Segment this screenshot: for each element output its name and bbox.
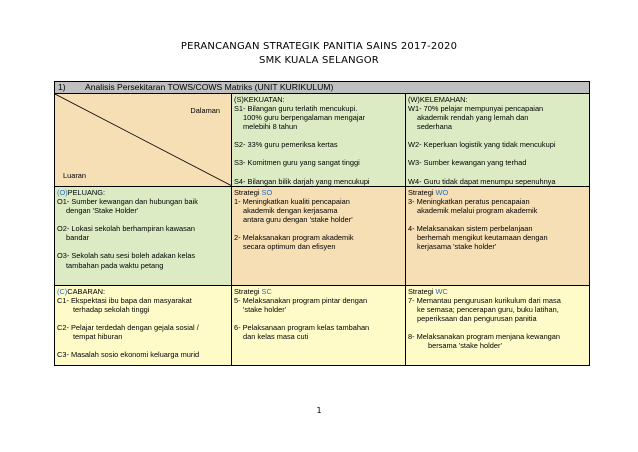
strategi-wo-code: WO (435, 188, 449, 197)
kekuatan-code: (S) (234, 95, 244, 104)
list-item: 5- Melaksanakan program pintar dengan (234, 296, 368, 306)
list-item: O1- Sumber kewangan dan hubungan baik (57, 197, 198, 207)
list-item: 8- Melaksanakan program menjana kewangan (408, 332, 561, 342)
list-item: W2- Keperluan logistik yang tidak mencukupi (408, 140, 556, 150)
row-internal (55, 94, 589, 187)
strategi-wc-cell (406, 286, 589, 365)
list-item: 6- Pelaksanaan program kelas tambahan (234, 323, 370, 333)
corner-cell (55, 94, 232, 186)
section-number: 1) (58, 82, 66, 92)
strategi-wc-code: WC (435, 287, 448, 296)
strategi-wc-prefix: Strategi (408, 287, 434, 296)
strategi-so-prefix: Strategi (234, 188, 260, 197)
list-item: dan kelas masa cuti (243, 332, 309, 342)
strategi-sc-cell (232, 286, 406, 365)
cabaran-label: CABARAN: (67, 287, 106, 296)
list-item: C2- Pelajar terdedah dengan gejala sosial / (57, 323, 199, 333)
list-item: dengan 'Stake Holder' (66, 206, 139, 216)
row-opportunities (55, 187, 589, 286)
kelemahan-code: (W) (408, 95, 420, 104)
kekuatan-cell (232, 94, 406, 186)
dalaman-label: Dalaman (190, 106, 220, 115)
list-item: tambahan pada waktu petang (66, 260, 164, 270)
list-item: C3- Masalah sosio ekonomi keluarga murid (57, 350, 200, 360)
list-item: akademik rendah yang lemah dan (417, 113, 529, 123)
school-name: SMK KUALA SELANGOR (259, 55, 379, 66)
kekuatan-label: KEKUATAN: (243, 95, 285, 104)
list-item: 3- Meningkatkan peratus pencapaian (408, 197, 530, 207)
peluang-label: PELUANG: (67, 188, 106, 197)
list-item: C1- Ekspektasi ibu bapa dan masyarakat (57, 296, 192, 306)
list-item: 4- Melaksanakan sistem perbelanjaan (408, 224, 533, 234)
list-item: 2- Melaksanakan program akademik (234, 233, 354, 243)
list-item: 7- Memantau pengurusan kurikulum dari masa (408, 296, 561, 306)
list-item: O3- Sekolah satu sesi boleh adakan kelas (57, 251, 196, 261)
list-item: S4- Bilangan bilik darjah yang mencukupi (234, 176, 370, 186)
strategi-wo-prefix: Strategi (408, 188, 434, 197)
strategi-sc-code: SC (261, 287, 272, 296)
luaran-label: Luaran (63, 171, 87, 180)
list-item: secara optimum dan efisyen (243, 242, 336, 252)
cabaran-code: (C) (57, 287, 68, 296)
kelemahan-label: KELEMAHAN: (419, 95, 468, 104)
strategi-so-code: SO (261, 188, 273, 197)
list-item: akademik melalui program akademik (417, 206, 538, 216)
peluang-code: (O) (57, 188, 68, 197)
list-item: S1- Bilangan guru terlatih mencukupi. (234, 104, 358, 114)
page-number: 1 (316, 406, 322, 415)
list-item: terhadap sekolah tinggi (73, 305, 150, 315)
list-item: 'stake holder' (243, 305, 287, 315)
row-challenges (55, 286, 589, 365)
list-item: melebihi 8 tahun (243, 122, 298, 132)
list-item: tempat hiburan (73, 332, 123, 342)
strategi-so-cell (232, 187, 406, 285)
document-title: PERANCANGAN STRATEGIK PANITIA SAINS 2017-2020 (180, 41, 458, 52)
list-item: ke semasa; pencerapan guru, buku latihan, (417, 305, 559, 315)
list-item: W1- 70% pelajar mempunyai pencapaian (408, 104, 544, 114)
strategi-sc-prefix: Strategi (234, 287, 260, 296)
list-item: O2- Lokasi sekolah berhampiran kawasan (57, 224, 196, 234)
list-item: akademik dengan kerjasama (243, 206, 338, 216)
list-item: 1- Meningkatkan kualiti pencapaian (234, 197, 350, 207)
cabaran-cell (55, 286, 232, 365)
section-title: Analisis Persekitaran TOWS/COWS Matriks (UNIT KURIKULUM) (85, 82, 334, 92)
list-item: S3- Komitmen guru yang sangat tinggi (234, 158, 360, 168)
kelemahan-cell (406, 94, 589, 186)
list-item: S2- 33% guru pemeriksa kertas (234, 140, 338, 150)
list-item: W3- Sumber kewangan yang terhad (408, 158, 527, 168)
list-item: bandar (66, 233, 90, 243)
list-item: peperiksaan dan pengurusan panitia (417, 314, 537, 324)
list-item: bersama 'stake holder' (428, 341, 502, 351)
list-item: sederhana (417, 122, 452, 132)
peluang-cell (55, 187, 232, 285)
list-item: antara guru dengan 'stake holder' (243, 215, 353, 225)
table-header (55, 82, 589, 94)
list-item: kerjasama 'stake holder' (417, 242, 497, 252)
list-item: 100% guru berpengalaman mengajar (243, 113, 366, 123)
list-item: W4- Guru tidak dapat menumpu sepenuhnya (408, 176, 556, 186)
list-item: berhemah mengikut keutamaan dengan (417, 233, 548, 243)
strategi-wo-cell (406, 187, 589, 285)
tows-matrix-table (54, 81, 590, 366)
